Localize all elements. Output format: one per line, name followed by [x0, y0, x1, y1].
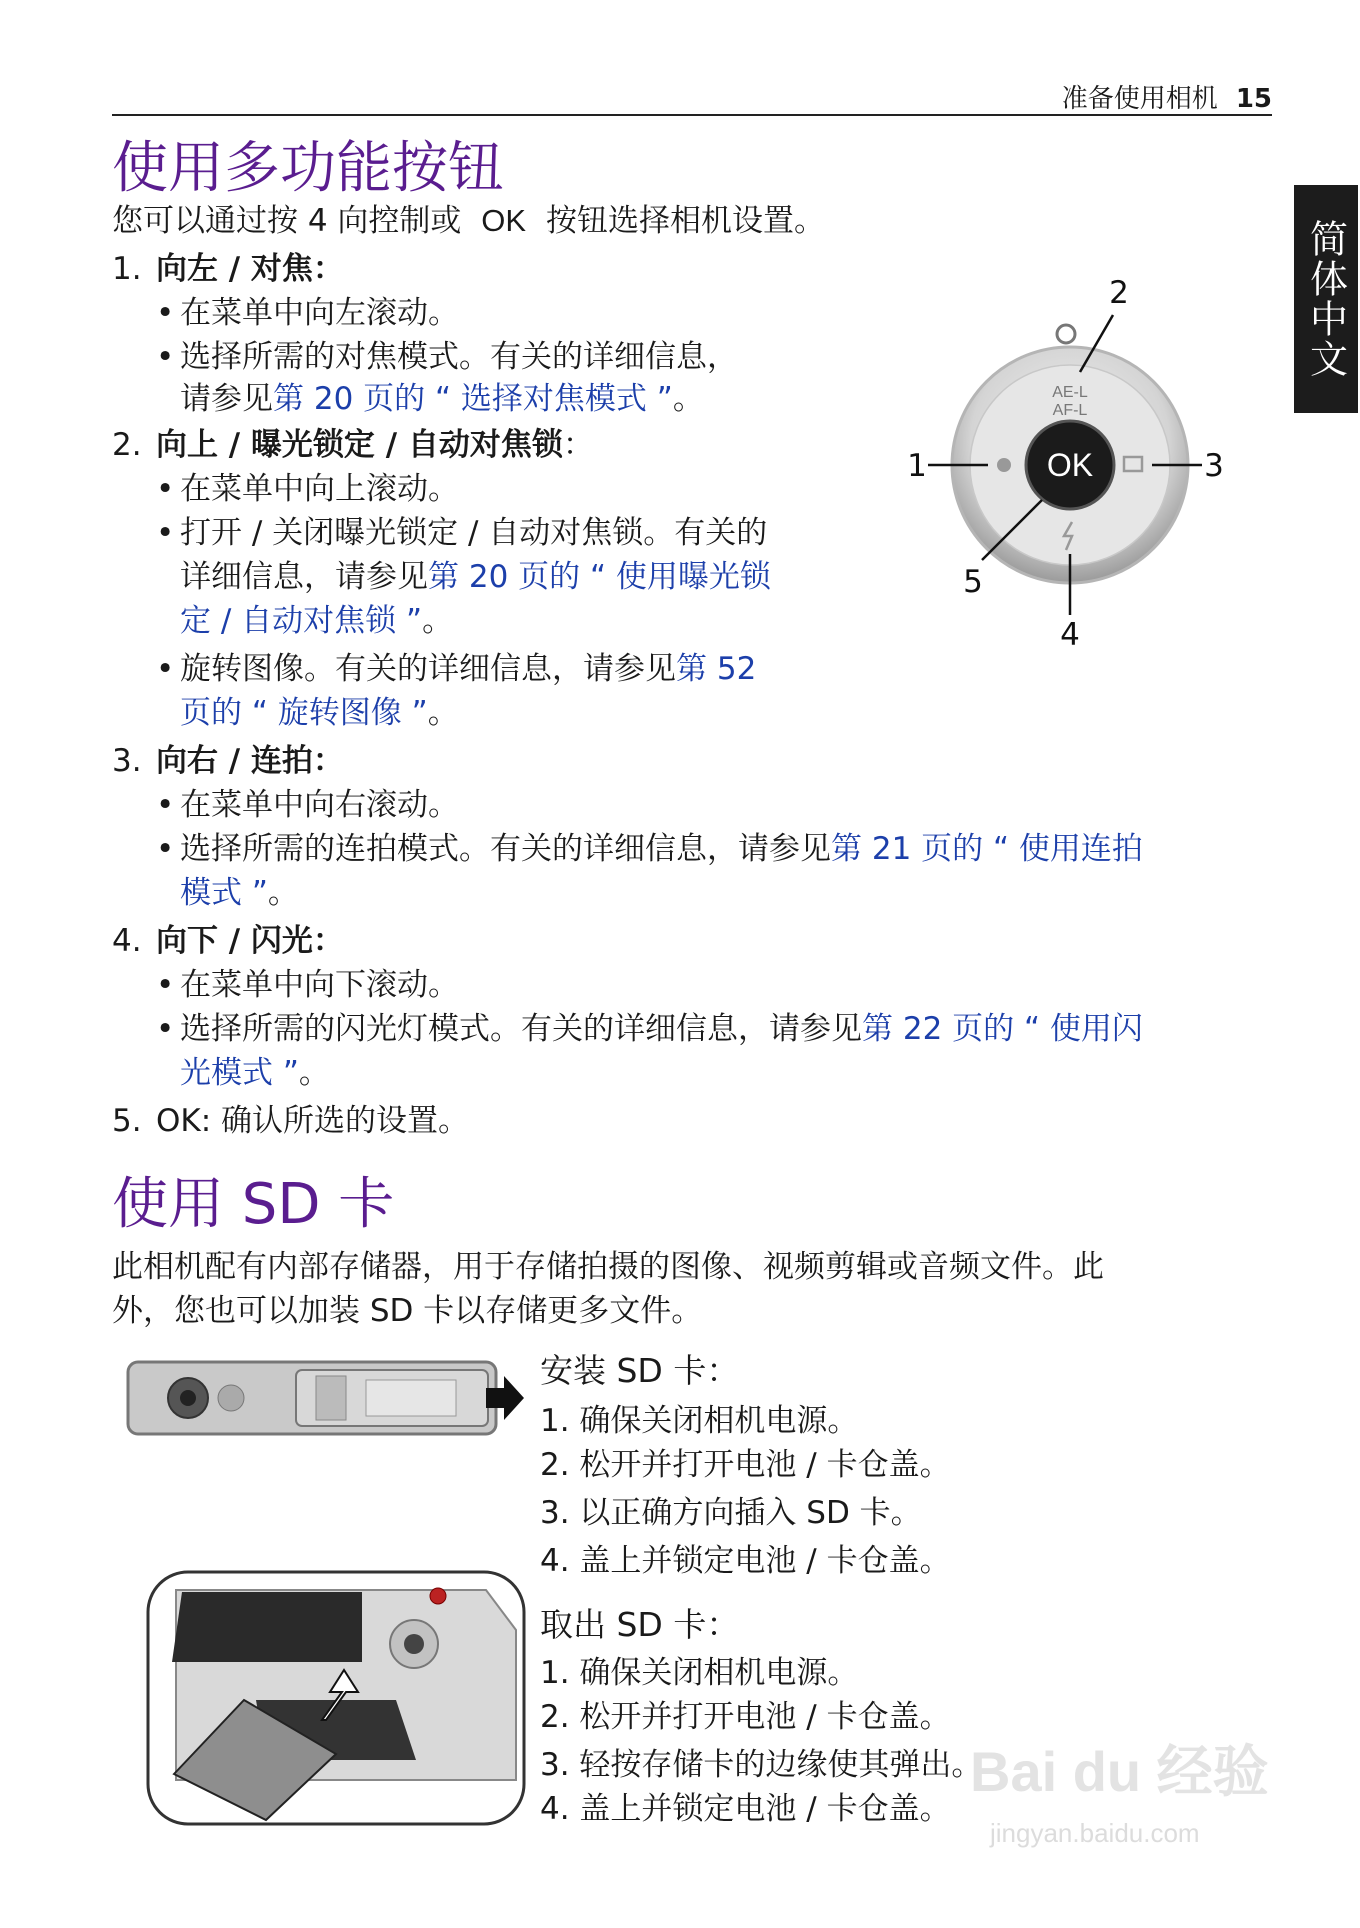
- install-step: 4. 盖上并锁定电池 / 卡仓盖。: [540, 1543, 951, 1579]
- intro-paragraph: 您可以通过按 4 向控制或 OK 按钮选择相机设置。: [112, 203, 825, 239]
- link-continuous[interactable]: 第 21 页的 “ 使用连拍: [831, 831, 1143, 867]
- page-header: [112, 74, 1272, 116]
- bullet-item: • 选择所需的对焦模式。有关的详细信息，: [156, 339, 738, 375]
- af-l-label: AF-L: [1052, 402, 1088, 419]
- camera-bottom-illustration: [126, 1354, 526, 1444]
- list-item: 4. 向下 / 闪光：: [112, 923, 344, 959]
- speaker-icon: [218, 1385, 244, 1411]
- diagram-label-2: 2: [1109, 275, 1129, 311]
- list-item: 1. 向左 / 对焦：: [112, 251, 344, 287]
- language-tab: 简体中文: [1294, 185, 1358, 413]
- link-focus-mode[interactable]: 第 20 页的 “ 选择对焦模式 ”: [273, 381, 673, 417]
- bullet-item: • 在菜单中向上滚动。: [156, 471, 459, 507]
- link-rotate[interactable]: 第 52: [676, 651, 757, 687]
- sd-intro-line-2: 外，您也可以加装 SD 卡以存储更多文件。: [112, 1293, 703, 1329]
- bullet-item: • 在菜单中向左滚动。: [156, 295, 459, 331]
- diagram-label-4: 4: [1060, 617, 1080, 653]
- install-step: 3. 以正确方向插入 SD 卡。: [540, 1495, 922, 1531]
- remove-title: 取出 SD 卡：: [540, 1605, 740, 1644]
- control-dial-diagram: [880, 260, 1260, 660]
- ok-label: OK: [1046, 447, 1094, 483]
- list-item: 3. 向右 / 连拍：: [112, 743, 344, 779]
- bullet-item: • 旋转图像。有关的详细信息，请参见第 52: [156, 651, 757, 687]
- bullet-continuation: 定 / 自动对焦锁 ”。: [180, 603, 454, 639]
- bullet-item: • 在菜单中向下滚动。: [156, 967, 459, 1003]
- link-flash[interactable]: 第 22 页的 “ 使用闪: [862, 1011, 1143, 1047]
- bullet-continuation: 页的 “ 旋转图像 ”。: [180, 695, 459, 731]
- watermark-logo: Bai du 经验: [970, 1740, 1269, 1803]
- bullet-continuation: 模式 ”。: [180, 875, 299, 911]
- list-item: 2. 向上 / 曝光锁定 / 自动对焦锁：: [112, 427, 594, 463]
- remove-step: 2. 松开并打开电池 / 卡仓盖。: [540, 1699, 951, 1735]
- remove-step: 1. 确保关闭相机电源。: [540, 1655, 859, 1691]
- list-item: 5. OK: 确认所选的设置。: [112, 1103, 470, 1139]
- section-title-multifunction: 使用多功能按钮: [112, 136, 504, 201]
- bullet-item: • 在菜单中向右滚动。: [156, 787, 459, 823]
- sd-intro-line-1: 此相机配有内部存储器，用于存储拍摄的图像、视频剪辑或音频文件。此: [112, 1249, 1104, 1285]
- bullet-item: • 选择所需的闪光灯模式。有关的详细信息，请参见第 22 页的 “ 使用闪: [156, 1011, 1143, 1047]
- ae-l-label: AE-L: [1052, 384, 1088, 401]
- install-title: 安装 SD 卡：: [540, 1351, 740, 1390]
- watermark-url: jingyan.baidu.com: [990, 1818, 1200, 1848]
- diagram-label-3: 3: [1204, 448, 1224, 484]
- remove-step: 3. 轻按存储卡的边缘使其弹出。: [540, 1747, 983, 1783]
- bullet-continuation: 光模式 ”。: [180, 1055, 330, 1091]
- record-button: [430, 1588, 446, 1604]
- camera-card-insert-illustration: [146, 1570, 526, 1826]
- bullet-continuation: 请参见第 20 页的 “ 选择对焦模式 ”。: [180, 381, 704, 417]
- header-title: 准备使用相机: [1061, 84, 1218, 114]
- bullet-item: • 打开 / 关闭曝光锁定 / 自动对焦锁。有关的: [156, 515, 768, 551]
- bullet-continuation: 详细信息，请参见第 20 页的 “ 使用曝光锁: [180, 559, 771, 595]
- page-number: 15: [1235, 84, 1272, 114]
- macro-icon: [997, 458, 1011, 472]
- rotate-icon: [1057, 325, 1075, 343]
- install-step: 1. 确保关闭相机电源。: [540, 1403, 859, 1439]
- section-title-sd-card: 使用 SD 卡: [112, 1172, 395, 1237]
- diagram-label-5: 5: [963, 564, 983, 600]
- camera-screen: [172, 1592, 362, 1662]
- ok-glyph: OK: [481, 203, 527, 238]
- remove-step: 4. 盖上并锁定电池 / 卡仓盖。: [540, 1791, 951, 1827]
- bullet-item: • 选择所需的连拍模式。有关的详细信息，请参见第 21 页的 “ 使用连拍: [156, 831, 1143, 867]
- diagram-label-1: 1: [907, 448, 927, 484]
- install-step: 2. 松开并打开电池 / 卡仓盖。: [540, 1447, 951, 1483]
- link-ae-lock[interactable]: 第 20 页的 “ 使用曝光锁: [428, 559, 771, 595]
